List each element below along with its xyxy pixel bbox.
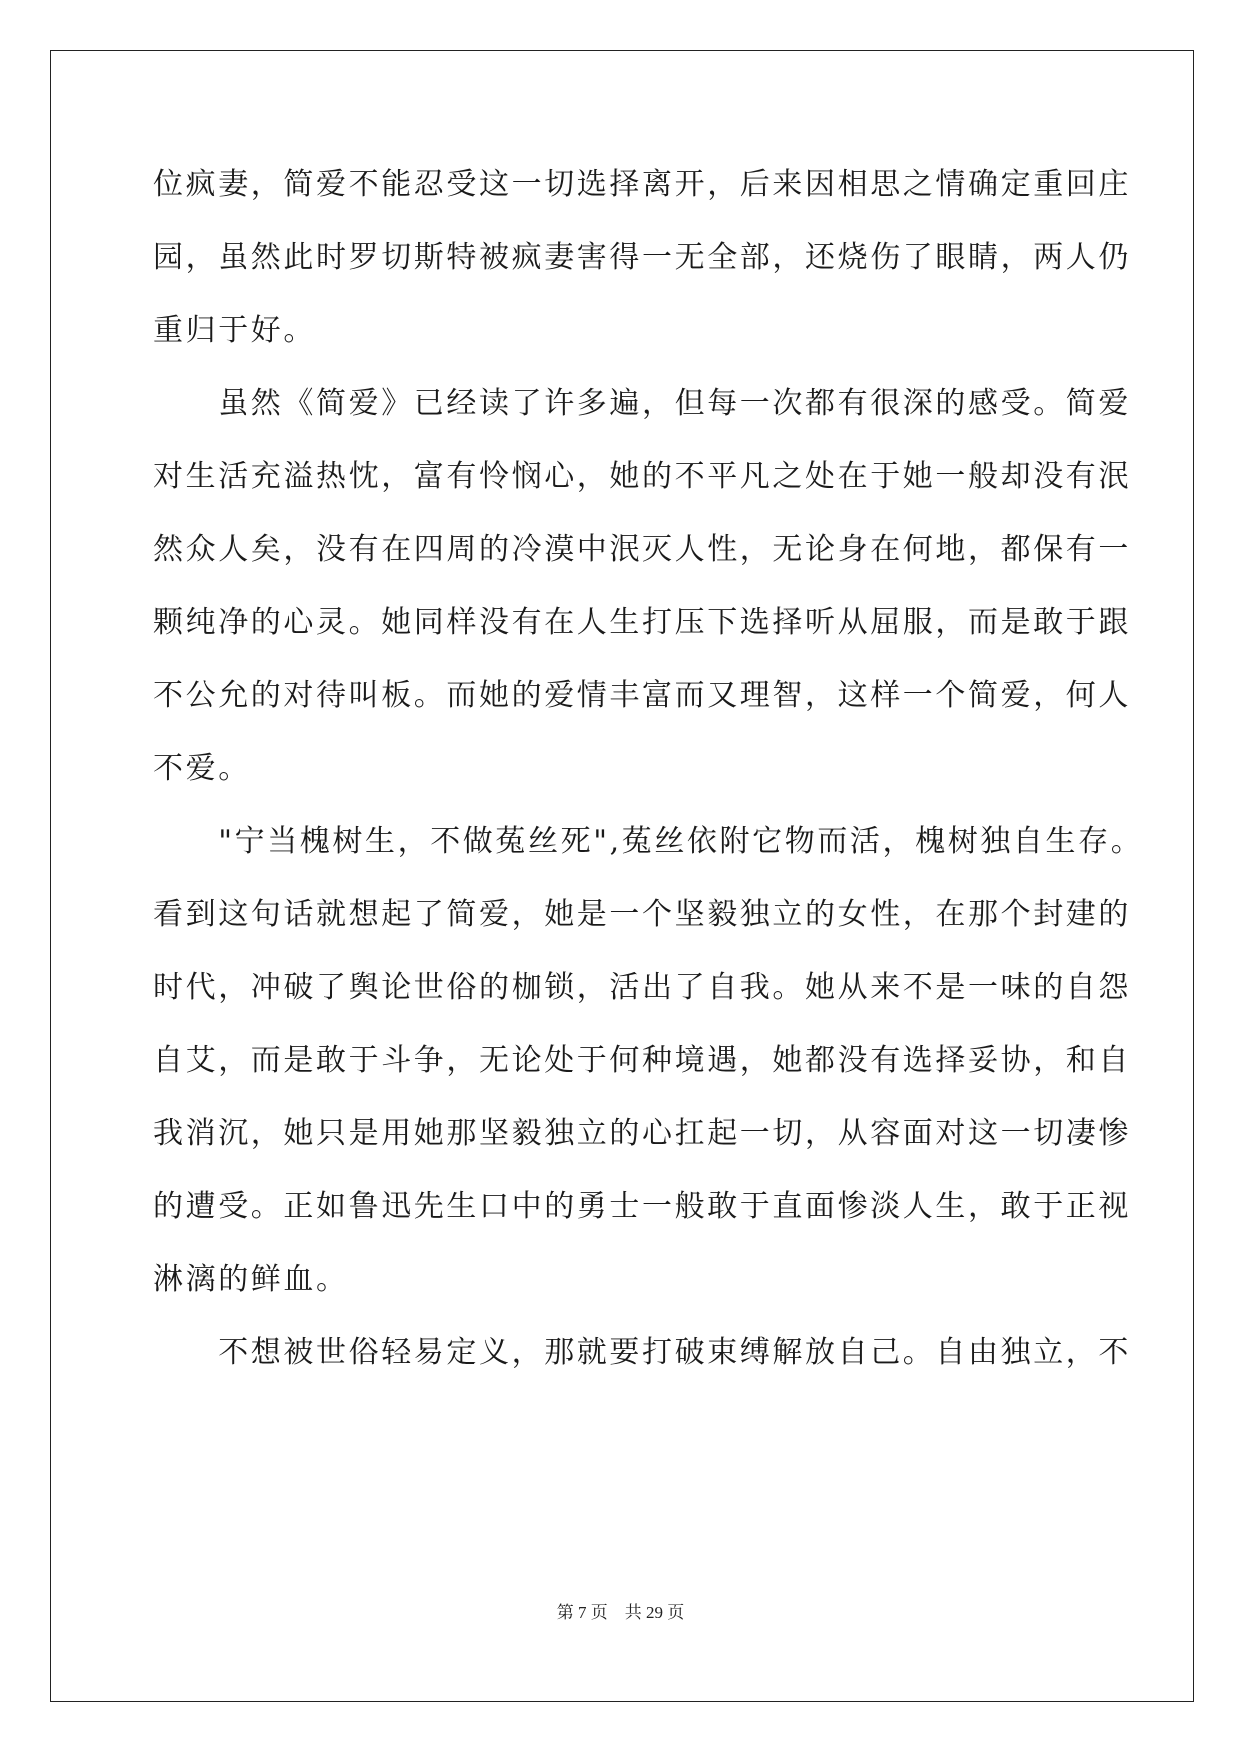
text-line: 我消沉，她只是用她那坚毅独立的心扛起一切，从容面对这一切凄惨 bbox=[153, 1116, 1131, 1151]
text-line: 然众人矣，没有在四周的冷漠中泯灭人性，无论身在何地，都保有一 bbox=[153, 532, 1131, 567]
text-line: 看到这句话就想起了简爱，她是一个坚毅独立的女性，在那个封建的 bbox=[153, 897, 1131, 932]
page-frame bbox=[50, 50, 1194, 1702]
text-line: 颗纯净的心灵。她同样没有在人生打压下选择听从屈服，而是敢于跟 bbox=[153, 605, 1131, 640]
text-line: 淋漓的鲜血。 bbox=[153, 1262, 349, 1297]
text-line: 不想被世俗轻易定义，那就要打破束缚解放自己。自由独立，不 bbox=[153, 1335, 1131, 1370]
page-footer bbox=[0, 1601, 1241, 1625]
text-line: 园，虽然此时罗切斯特被疯妻害得一无全部，还烧伤了眼睛，两人仍 bbox=[153, 240, 1131, 275]
text-line: 的遭受。正如鲁迅先生口中的勇士一般敢于直面惨淡人生，敢于正视 bbox=[153, 1189, 1131, 1224]
text-line: 位疯妻，简爱不能忍受这一切选择离开，后来因相思之情确定重回庄 bbox=[153, 167, 1131, 202]
text-line: 自艾，而是敢于斗争，无论处于何种境遇，她都没有选择妥协，和自 bbox=[153, 1043, 1131, 1078]
text-line: 不爱。 bbox=[153, 751, 251, 786]
text-line: 对生活充溢热忱，富有怜悯心，她的不平凡之处在于她一般却没有泯 bbox=[153, 459, 1131, 494]
text-line: 重归于好。 bbox=[153, 313, 316, 348]
text-line: 不公允的对待叫板。而她的爱情丰富而又理智，这样一个简爱，何人 bbox=[153, 678, 1131, 713]
page-total: 共 29 页 bbox=[624, 1603, 685, 1622]
text-line: 时代，冲破了舆论世俗的枷锁，活出了自我。她从来不是一味的自怨 bbox=[153, 970, 1131, 1005]
page-number: 第 7 页 bbox=[556, 1603, 608, 1622]
text-line: "宁当槐树生，不做菟丝死",菟丝依附它物而活，槐树独自生存。 bbox=[153, 824, 1144, 859]
text-line: 虽然《简爱》已经读了许多遍，但每一次都有很深的感受。简爱 bbox=[153, 386, 1131, 421]
